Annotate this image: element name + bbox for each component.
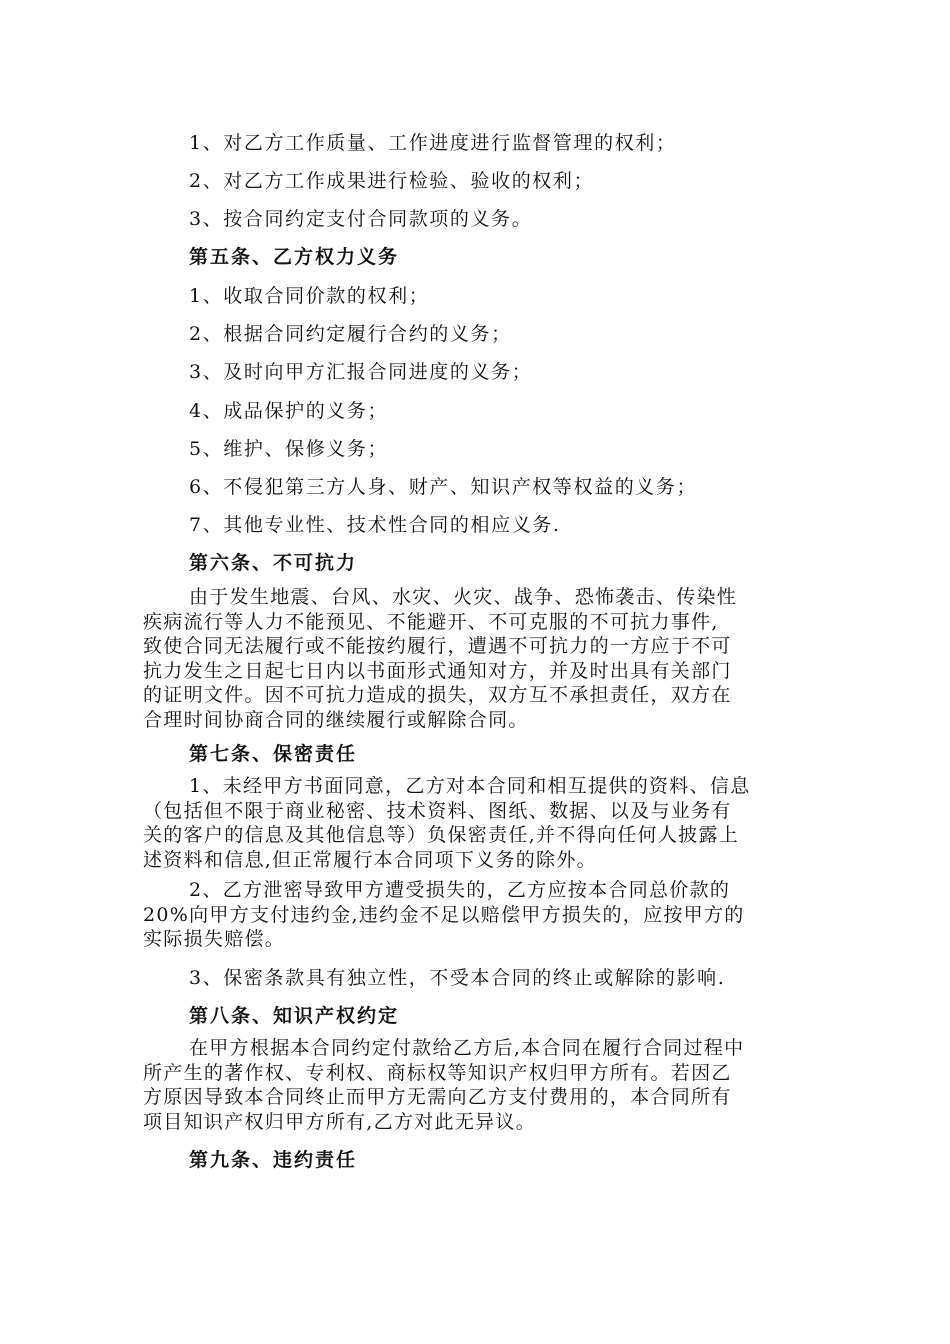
article8-heading: 第八条、知识产权约定	[189, 1005, 400, 1027]
article9-heading: 第九条、违约责任	[189, 1149, 358, 1171]
article5-item-6: 6、不侵犯第三方人身、财产、知识产权等权益的义务；	[189, 476, 698, 498]
article5-heading: 第五条、乙方权力义务	[189, 246, 400, 268]
paragraph-line: 20%向甲方支付违约金,违约金不足以赔偿甲方损失的，应按甲方的	[143, 903, 745, 926]
article7-paragraph-3: 3、保密条款具有独立性，不受本合同的终止或解除的影响.	[189, 967, 726, 989]
article6-heading: 第六条、不可抗力	[189, 552, 358, 574]
paragraph-line: 方原因导致本合同终止而甲方无需向乙方支付费用的，本合同所有	[143, 1086, 732, 1108]
article4-item-1: 1、对乙方工作质量、工作进度进行监督管理的权利；	[189, 132, 677, 154]
article5-item-7: 7、其他专业性、技术性合同的相应义务.	[189, 514, 561, 536]
paragraph-line: 所产生的著作权、专利权、商标权等知识产权归甲方所有。若因乙	[143, 1061, 732, 1084]
article6-paragraph	[143, 585, 806, 732]
paragraph-line: 疾病流行等人力不能预见、不能避开、不可克服的不可抗力事件,	[143, 610, 719, 633]
paragraph-line: 关的客户的信息及其他信息等）负保密责任,并不得向任何人披露上	[143, 824, 740, 846]
article4-item-3: 3、按合同约定支付合同款项的义务。	[189, 208, 533, 230]
article4-item-2: 2、对乙方工作成果进行检验、验收的权利；	[189, 170, 595, 192]
paragraph-line: （包括但不限于商业秘密、技术资料、图纸、数据、以及与业务有	[143, 799, 732, 822]
article7-heading: 第七条、保密责任	[189, 743, 358, 765]
paragraph-line: 1、未经甲方书面同意，乙方对本合同和相互提供的资料、信息	[189, 775, 751, 797]
article5-item-3: 3、及时向甲方汇报合同进度的义务；	[189, 361, 533, 383]
article7-paragraph-1	[143, 774, 806, 872]
article5-item-4: 4、成品保护的义务；	[189, 400, 389, 422]
paragraph-line: 实际损失赔偿。	[143, 928, 286, 950]
paragraph-line: 致使合同无法履行或不能按约履行，遭遇不可抗力的一方应于不可	[143, 635, 732, 657]
paragraph-line: 在甲方根据本合同约定付款给乙方后,本合同在履行合同过程中	[189, 1037, 745, 1059]
article5-item-1: 1、收取合同价款的权利；	[189, 285, 430, 307]
article7-paragraph-2	[143, 878, 806, 952]
paragraph-line: 抗力发生之日起七日内以书面形式通知对方，并及时出具有关部门	[143, 659, 732, 682]
paragraph-line: 的证明文件。因不可抗力造成的损失，双方互不承担责任，双方在	[143, 684, 732, 706]
article8-paragraph	[143, 1036, 806, 1134]
article5-item-5: 5、维护、保修义务；	[189, 438, 389, 460]
paragraph-line: 2、乙方泄密导致甲方遭受损失的，乙方应按本合同总价款的	[189, 879, 731, 901]
paragraph-line: 合理时间协商合同的继续履行或解除合同。	[143, 708, 529, 731]
paragraph-line: 由于发生地震、台风、水灾、火灾、战争、恐怖袭击、传染性	[189, 586, 738, 608]
paragraph-line: 述资料和信息,但正常履行本合同项下义务的除外。	[143, 848, 597, 871]
paragraph-line: 项目知识产权归甲方所有,乙方对此无异议。	[143, 1110, 537, 1133]
article5-item-2: 2、根据合同约定履行合约的义务；	[189, 323, 512, 345]
